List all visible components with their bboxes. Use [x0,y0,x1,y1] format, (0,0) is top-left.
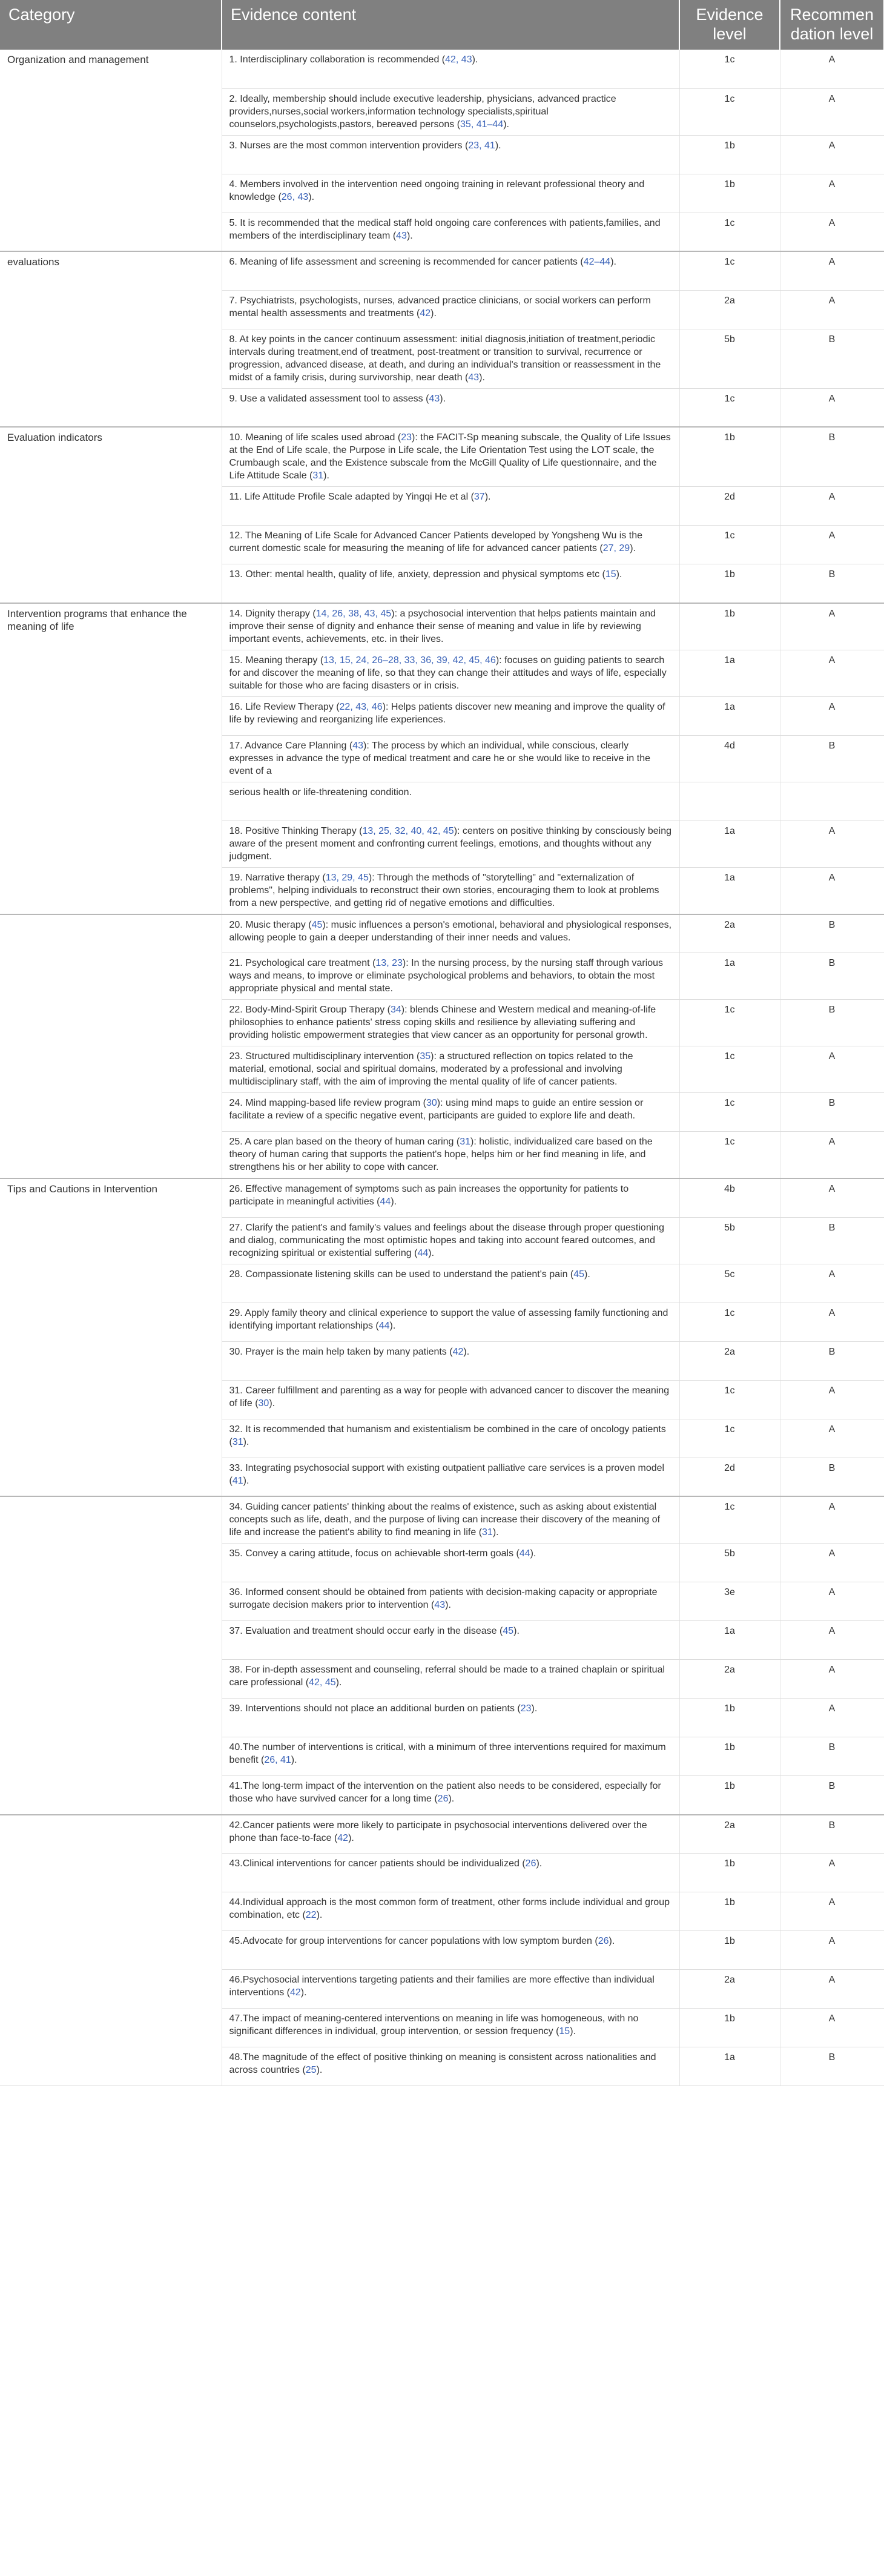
category-cell: Organization and management [0,50,222,251]
evidence-content-cell: 33. Integrating psychosocial support with existing outpatient palliative care services is a proven model (41). [222,1458,679,1496]
evidence-content-cell: 17. Advance Care Planning (43): The process by which an individual, while conscious, clearly expresses in advance the type of medical treatment and care he or she would like to receive in the event of a [222,735,679,782]
citation-reference[interactable]: 25 [305,2065,317,2075]
evidence-content-cell: 28. Compassionate listening skills can be used to understand the patient's pain (45). [222,1264,679,1303]
recommendation-level-cell: B [780,1458,884,1496]
recommendation-level-cell: A [780,1970,884,2009]
recommendation-level-cell: B [780,1737,884,1776]
evidence-level-cell [679,782,780,821]
evidence-level-cell: 1a [679,650,780,696]
recommendation-level-cell: B [780,1341,884,1380]
citation-reference[interactable]: 42 [290,1987,301,1998]
citation-reference[interactable]: 14, 26, 38, 43, 45 [315,608,392,619]
evidence-content-cell: 35. Convey a caring attitude, focus on achievable short-term goals (44). [222,1544,679,1582]
evidence-level-cell: 2a [679,914,780,953]
recommendation-level-cell: A [780,174,884,213]
evidence-content-cell: 45.Advocate for group interventions for cancer populations with low symptom burden (26). [222,1931,679,1970]
evidence-level-cell: 2a [679,1970,780,2009]
evidence-level-cell: 1b [679,427,780,487]
category-cell: Tips and Cautions in Intervention [0,1178,222,1496]
citation-reference[interactable]: 30 [258,1398,269,1409]
header-recommendation-level: Recommen dation level [780,0,884,50]
recommendation-level-cell: A [780,388,884,427]
recommendation-level-cell: B [780,735,884,782]
evidence-content-cell: 48.The magnitude of the effect of positive thinking on meaning is consistent across nationalities and across countries (25). [222,2047,679,2086]
evidence-level-cell: 1c [679,1132,780,1179]
recommendation-level-cell: A [780,867,884,914]
recommendation-level-cell: B [780,1217,884,1264]
citation-reference[interactable]: 43 [396,230,407,241]
citation-reference[interactable]: 23 [520,1703,532,1714]
recommendation-level-cell: A [780,1178,884,1217]
citation-reference[interactable]: 42–44 [583,257,611,267]
evidence-content-cell: 24. Mind mapping-based life review program (30): using mind maps to guide an entire session or facilitate a review of a specific negative event, participants are guided to explore life and death. [222,1093,679,1132]
evidence-content-cell: 3. Nurses are the most common intervention providers (23, 41). [222,135,679,174]
citation-reference[interactable]: 42 [452,1346,464,1357]
evidence-content-cell: 10. Meaning of life scales used abroad (23): the FACIT-Sp meaning subscale, the Quality of Life Issues at the End of Life scale, the Purpose in Life scale, the Life Orientation Test using the LOT scale, the Crumbaugh scale, and the Existence subscale from the McGill Quality of Life questionnaire, and the Life Attitude Scale (31). [222,427,679,487]
evidence-content-cell: 43.Clinical interventions for cancer patients should be individualized (26). [222,1854,679,1892]
evidence-content-cell: 44.Individual approach is the most common form of treatment, other forms include individual and group combination, etc (22). [222,1892,679,1931]
recommendation-level-cell: A [780,135,884,174]
evidence-level-cell: 1c [679,1303,780,1341]
recommendation-level-cell: B [780,2047,884,2086]
evidence-level-cell: 1c [679,88,780,135]
recommendation-level-cell: A [780,1303,884,1341]
recommendation-level-cell: B [780,427,884,487]
citation-reference[interactable]: 13, 15, 24, 26–28, 33, 36, 39, 42, 45, 46 [323,655,496,665]
evidence-content-cell: 4. Members involved in the intervention need ongoing training in relevant professional theory and knowledge (26, 43). [222,174,679,213]
evidence-content-cell: 40.The number of interventions is critical, with a minimum of three interventions required for maximum benefit (26, 41). [222,1737,679,1776]
recommendation-level-cell: B [780,1776,884,1815]
table-row [0,914,884,953]
evidence-level-cell: 1c [679,50,780,88]
evidence-level-cell: 1c [679,1046,780,1093]
citation-reference[interactable]: 42, 43 [445,54,472,65]
evidence-level-cell: 5b [679,329,780,388]
evidence-level-cell: 4b [679,1178,780,1217]
evidence-level-cell: 1c [679,251,780,290]
evidence-level-cell: 1b [679,135,780,174]
recommendation-level-cell: B [780,1815,884,1854]
citation-reference[interactable]: 45 [311,919,323,930]
evidence-content-cell: 11. Life Attitude Profile Scale adapted by Yingqi He et al (37). [222,487,679,526]
evidence-level-cell: 1a [679,867,780,914]
recommendation-level-cell [780,782,884,821]
recommendation-level-cell: A [780,526,884,564]
recommendation-level-cell: A [780,1380,884,1419]
citation-reference[interactable]: 42 [337,1832,349,1843]
evidence-content-cell: 20. Music therapy (45): music influences a person's emotional, behavioral and physiological responses, allowing people to gain a deeper understanding of their inner needs and values. [222,914,679,953]
category-cell [0,914,222,1179]
table-body [0,50,884,2086]
evidence-content-cell: 29. Apply family theory and clinical experience to support the value of assessing family functioning and identifying important relationships (44). [222,1303,679,1341]
recommendation-level-cell: B [780,953,884,1000]
table-row [0,427,884,487]
evidence-level-cell: 1b [679,1699,780,1737]
recommendation-level-cell: B [780,564,884,603]
header-category: Category [0,0,222,50]
evidence-level-cell: 1b [679,1776,780,1815]
evidence-level-cell: 2a [679,1660,780,1699]
evidence-level-cell: 1a [679,696,780,735]
recommendation-level-cell: B [780,914,884,953]
citation-reference[interactable]: 44 [417,1247,429,1258]
citation-reference[interactable]: 26 [525,1858,536,1869]
evidence-level-cell: 1b [679,603,780,650]
citation-reference[interactable]: 41 [232,1475,243,1486]
evidence-content-cell: 12. The Meaning of Life Scale for Advanced Cancer Patients developed by Yongsheng Wu is the current domestic scale for measuring the meaning of life for advanced cancer patients (27, 29). [222,526,679,564]
evidence-content-cell: 2. Ideally, membership should include executive leadership, physicians, advanced practice providers,nurses,social workers,information technology specialists,spiritual counselors,psychologists,pastors, bereaved persons (35, 41–44). [222,88,679,135]
evidence-level-cell: 1c [679,1093,780,1132]
recommendation-level-cell: A [780,487,884,526]
citation-reference[interactable]: 43 [352,740,363,751]
evidence-content-cell: 38. For in-depth assessment and counseling, referral should be made to a trained chaplain or spiritual care professional (42, 45). [222,1660,679,1699]
evidence-content-cell: 26. Effective management of symptoms such as pain increases the opportunity for patients to participate in meaningful activities (44). [222,1178,679,1217]
evidence-level-cell: 1c [679,1000,780,1046]
citation-reference[interactable]: 42 [420,308,431,319]
citation-reference[interactable]: 42, 45 [309,1677,336,1688]
recommendation-level-cell: A [780,290,884,329]
evidence-content-cell: 15. Meaning therapy (13, 15, 24, 26–28, 33, 36, 39, 42, 45, 46): focuses on guiding patients to search for and discover the meaning of life, so that they can change their attitudes and ways of life, especially suitable for those who are facing disasters or in crisis. [222,650,679,696]
evidence-content-cell: 34. Guiding cancer patients' thinking about the realms of existence, such as asking about existential concepts such as life, death, and the purpose of living can increase their discovery of the meaning of life and increase the patient's ability to find meaning in life (31). [222,1496,679,1544]
table-row [0,50,884,88]
evidence-level-cell: 5b [679,1544,780,1582]
evidence-content-cell: 25. A care plan based on the theory of human caring (31): holistic, individualized care based on the theory of human caring that supports the patient's hope, helps him or her find meaning in life, and strengthens his or her ability to cope with cancer. [222,1132,679,1179]
header-content: Evidence content [222,0,679,50]
citation-reference[interactable]: 26 [598,1936,609,1946]
evidence-content-cell: 16. Life Review Therapy (22, 43, 46): Helps patients discover new meaning and improve the quality of life by reviewing and reorganizing life experiences. [222,696,679,735]
citation-reference[interactable]: 23 [401,432,412,443]
evidence-level-cell: 1b [679,564,780,603]
evidence-level-cell: 1b [679,1854,780,1892]
evidence-level-cell: 1c [679,388,780,427]
recommendation-level-cell: A [780,1582,884,1621]
table-row [0,251,884,290]
recommendation-level-cell: A [780,1892,884,1931]
citation-reference[interactable]: 44 [380,1197,391,1207]
evidence-content-cell: 41.The long-term impact of the intervention on the patient also needs to be considered, especially for those who have survived cancer for a long time (26). [222,1776,679,1815]
evidence-level-cell: 1b [679,1931,780,1970]
table-row [0,603,884,650]
evidence-level-cell: 1b [679,174,780,213]
citation-reference[interactable]: 13, 29, 45 [325,872,369,883]
evidence-content-cell: 36. Informed consent should be obtained from patients with decision-making capacity or appropriate surrogate decision makers prior to intervention (43). [222,1582,679,1621]
evidence-level-cell: 1c [679,526,780,564]
citation-reference[interactable]: 26, 41 [264,1755,291,1765]
evidence-content-cell: 32. It is recommended that humanism and existentialism be combined in the care of oncology patients (31). [222,1419,679,1458]
evidence-content-cell: 5. It is recommended that the medical staff hold ongoing care conferences with patients,families, and members of the interdisciplinary team (43). [222,213,679,251]
citation-reference[interactable]: 13, 23 [375,958,403,968]
evidence-level-cell: 1a [679,953,780,1000]
recommendation-level-cell: A [780,1931,884,1970]
recommendation-level-cell: A [780,1132,884,1179]
citation-reference[interactable]: 44 [519,1548,530,1559]
evidence-content-cell: 23. Structured multidisciplinary intervention (35): a structured reflection on topics related to the material, emotional, social and spiritual domains, moderated by a professional and involving multidisciplinary staff, with the aim of improving the mental quality of life of cancer patients. [222,1046,679,1093]
table-header-row [0,0,884,50]
evidence-content-cell: 21. Psychological care treatment (13, 23): In the nursing process, by the nursing staff through various ways and means, to improve or eliminate psychological problems and behaviors, to obtain the most appropriate physical and mental state. [222,953,679,1000]
citation-reference[interactable]: 27, 29 [602,543,630,553]
citation-reference[interactable]: 44 [378,1320,390,1331]
recommendation-level-cell: A [780,1419,884,1458]
citation-reference[interactable]: 15 [559,2026,570,2036]
evidence-level-cell: 1a [679,821,780,867]
recommendation-level-cell: A [780,650,884,696]
evidence-content-cell: 46.Psychosocial interventions targeting patients and their families are more effective than individual interventions (42). [222,1970,679,2009]
citation-reference[interactable]: 43 [468,372,480,383]
recommendation-level-cell: A [780,1046,884,1093]
category-cell [0,1496,222,1815]
evidence-content-cell: 14. Dignity therapy (14, 26, 38, 43, 45): a psychosocial intervention that helps patients maintain and improve their sense of dignity and enhance their sense of meaning and value in life by reviewing important events, achievements, etc. in their lives. [222,603,679,650]
citation-reference[interactable]: 13, 25, 32, 40, 42, 45 [362,825,454,836]
evidence-content-cell: 9. Use a validated assessment tool to assess (43). [222,388,679,427]
recommendation-level-cell: A [780,1854,884,1892]
citation-reference[interactable]: 15 [605,569,616,580]
citation-reference[interactable]: 30 [426,1098,437,1108]
recommendation-level-cell: A [780,1621,884,1660]
recommendation-level-cell: A [780,1544,884,1582]
citation-reference[interactable]: 31 [482,1527,493,1537]
recommendation-level-cell: B [780,1000,884,1046]
citation-reference[interactable]: 26 [437,1794,449,1804]
recommendation-level-cell: A [780,251,884,290]
recommendation-level-cell: A [780,821,884,867]
citation-reference[interactable]: 31 [460,1137,470,1147]
evidence-level-cell: 1b [679,2009,780,2047]
table-row [0,1496,884,1544]
citation-reference[interactable]: 35 [420,1051,431,1062]
evidence-content-cell: 42.Cancer patients were more likely to participate in psychosocial interventions delivered over the phone than face-to-face (42). [222,1815,679,1854]
evidence-level-cell: 2a [679,1341,780,1380]
evidence-level-cell: 2a [679,1815,780,1854]
evidence-level-cell: 5c [679,1264,780,1303]
citation-reference[interactable]: 31 [232,1436,243,1447]
citation-reference[interactable]: 23, 41 [468,140,495,151]
table-row [0,1178,884,1217]
evidence-content-cell: 13. Other: mental health, quality of life, anxiety, depression and physical symptoms etc (15). [222,564,679,603]
recommendation-level-cell: A [780,88,884,135]
evidence-content-cell: 1. Interdisciplinary collaboration is recommended (42, 43). [222,50,679,88]
citation-reference[interactable]: 43 [429,393,440,404]
recommendation-level-cell: A [780,2009,884,2047]
evidence-level-cell: 2d [679,1458,780,1496]
citation-reference[interactable]: 37 [473,492,485,502]
category-cell [0,1815,222,2086]
evidence-content-cell: serious health or life-threatening condition. [222,782,679,821]
evidence-content-cell: 47.The impact of meaning-centered interventions on meaning in life was homogeneous, with no significant differences in individual, group intervention, or session frequency (15). [222,2009,679,2047]
recommendation-level-cell: A [780,696,884,735]
recommendation-level-cell: B [780,1093,884,1132]
table-row [0,1815,884,1854]
evidence-content-cell: 6. Meaning of life assessment and screening is recommended for cancer patients (42–44). [222,251,679,290]
evidence-content-cell: 30. Prayer is the main help taken by many patients (42). [222,1341,679,1380]
evidence-level-cell: 1a [679,2047,780,2086]
citation-reference[interactable]: 45 [573,1269,585,1280]
evidence-content-cell: 37. Evaluation and treatment should occur early in the disease (45). [222,1621,679,1660]
evidence-level-cell: 1c [679,213,780,251]
citation-reference[interactable]: 26, 43 [281,191,309,202]
evidence-content-cell: 19. Narrative therapy (13, 29, 45): Through the methods of "storytelling" and "externalization of problems", helping individuals to reconstruct their own stories, encouraging them to look at problems from a new perspective, and getting rid of negative emotions and difficulties. [222,867,679,914]
evidence-content-cell: 18. Positive Thinking Therapy (13, 25, 32, 40, 42, 45): centers on positive thinking by consciously being aware of the present moment and confronting current feelings, emotions, and thoughts without any judgment. [222,821,679,867]
evidence-content-cell: 39. Interventions should not place an additional burden on patients (23). [222,1699,679,1737]
citation-reference[interactable]: 45 [503,1626,514,1636]
category-cell: evaluations [0,251,222,427]
recommendation-level-cell: A [780,1496,884,1544]
recommendation-level-cell: B [780,329,884,388]
citation-reference[interactable]: 43 [434,1600,446,1610]
evidence-content-cell: 27. Clarify the patient's and family's values and feelings about the disease through proper questioning and dialog, communicating the most optimistic hopes and taking into account feared outcomes, and recognizing spiritual or existential suffering (44). [222,1217,679,1264]
evidence-level-cell: 5b [679,1217,780,1264]
evidence-level-cell: 1a [679,1621,780,1660]
evidence-level-cell: 1b [679,1892,780,1931]
citation-reference[interactable]: 34 [390,1005,401,1015]
evidence-level-cell: 2d [679,487,780,526]
evidence-content-cell: 8. At key points in the cancer continuum assessment: initial diagnosis,initiation of treatment,periodic intervals during treatment,end of treatment, post-treatment or transition to survival, recurrence or progression, advanced disease, at death, and during an individual's transition or reassessment in the midst of a family crisis, during survivorship, near death (43). [222,329,679,388]
evidence-level-cell: 1c [679,1380,780,1419]
evidence-level-cell: 1c [679,1496,780,1544]
citation-reference[interactable]: 31 [312,471,324,481]
recommendation-level-cell: A [780,1699,884,1737]
recommendation-level-cell: A [780,50,884,88]
evidence-level-cell: 3e [679,1582,780,1621]
recommendation-level-cell: A [780,1264,884,1303]
evidence-content-cell: 22. Body-Mind-Spirit Group Therapy (34): blends Chinese and Western medical and meaning-of-life philosophies to enhance patients' stress coping skills and resilience by alleviating suffering and providing holistic empowerment strategies that view cancer as an opportunity for personal growth. [222,1000,679,1046]
evidence-content-cell: 7. Psychiatrists, psychologists, nurses, advanced practice clinicians, or social workers can perform mental health assessments and treatments (42). [222,290,679,329]
evidence-content-cell: 31. Career fulfillment and parenting as a way for people with advanced cancer to discover the meaning of life (30). [222,1380,679,1419]
evidence-level-cell: 2a [679,290,780,329]
citation-reference[interactable]: 35, 41–44 [460,119,504,130]
evidence-level-cell: 1c [679,1419,780,1458]
evidence-level-cell: 1b [679,1737,780,1776]
category-cell: Intervention programs that enhance the meaning of life [0,603,222,914]
evidence-level-cell: 4d [679,735,780,782]
category-cell: Evaluation indicators [0,427,222,603]
recommendation-level-cell: A [780,603,884,650]
recommendation-level-cell: A [780,213,884,251]
citation-reference[interactable]: 22, 43, 46 [339,701,383,712]
citation-reference[interactable]: 22 [305,1910,317,1920]
header-evidence-level: Evidence level [679,0,780,50]
recommendation-level-cell: A [780,1660,884,1699]
